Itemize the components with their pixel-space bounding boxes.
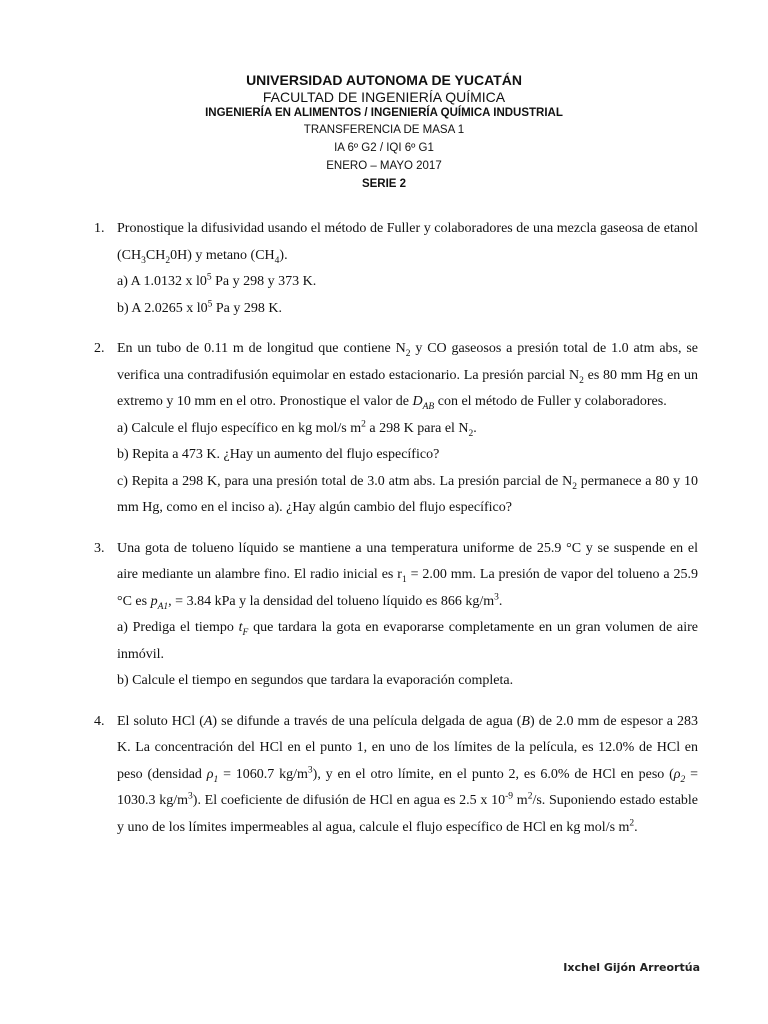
problem-4 [94, 709, 698, 842]
problem-number: 2. [94, 341, 105, 356]
program-names: INGENIERÍA EN ALIMENTOS / INGENIERÍA QUÍMICA INDUSTRIAL [205, 107, 563, 119]
course-name: TRANSFERENCIA DE MASA 1 [303, 124, 465, 136]
problem-number: 4. [94, 713, 105, 729]
problem-part-b: b) A 2.0265 x $l0^5$ Pa y 298 K. [117, 298, 282, 316]
problem-list [94, 216, 698, 855]
problem-number: 1. [94, 221, 105, 236]
problem-part-b: b) Calcule el tiempo en segundos que tardara la evaporación completa. [117, 673, 514, 688]
series-title: SERIE 2 [361, 178, 407, 190]
problem-2 [94, 336, 698, 522]
problem-statement: Una gota de tolueno líquido se mantiene a una temperatura uniforme de 25.9 °C y se suspende en el aire mediante un alambre fino. El radio inicial es $r_1 = 2.00$ mm. La presión de vapor del tolueno a 25.9 °C es $p_{A1}$, = 3.84 kPa y la densidad del tolueno líquido es 866 $kg/m^3$. [117, 540, 698, 612]
problem-part-a: a) A 1.0132 x $l0^5$ Pa y 298 y 373 K. [117, 272, 317, 289]
document-header [0, 72, 768, 193]
university-name: UNIVERSIDAD AUTONOMA DE YUCATÁN [246, 72, 522, 88]
problem-part-a: a) Calcule el flujo específico en kg mol/s $m^2$ a 298 K para el $N_2$. [117, 418, 477, 439]
problem-statement: El soluto HCl (A) se difunde a través de una película delgada de agua (B) de 2.0 mm de espesor a 283 K. La concentración del HCl en el punto 1, en uno de los límites de la película, es 12.0% de HCl en peso (densidad $\rho_1 = 1060.7$ $kg/m^3$), y en el otro límite, en el punto 2, es 6.0% de HCl en peso ($\rho_2 = 1030.3$ $kg/m^3$). El coeficiente de difusión de HCl en agua es 2.5 x $10^{-9}$ $m^2/s$. Suponiendo estado estable y uno de los límites impermeables al agua, calcule el flujo específico de HCl en kg mol/s $m^2$. [117, 713, 699, 835]
problem-statement: Pronostique la difusividad usando el método de Fuller y colaboradores de una mezcla gaseosa de etanol $(CH_3CH_20H)$ y metano $(CH_4)$. [117, 221, 698, 266]
faculty-name: FACULTAD DE INGENIERÍA QUÍMICA [262, 89, 506, 105]
problem-3 [94, 536, 698, 695]
problem-part-c: c) Repita a 298 K, para una presión total de 3.0 atm abs. La presión parcial de $N_2$ permanece a 80 y 10 mm Hg, como en el inciso a). ¿Hay algún cambio del flujo específico? [117, 473, 698, 515]
problem-number: 3. [94, 540, 105, 556]
problem-1 [94, 216, 698, 322]
author-footer: Ixchel Gijón Arreortúa [563, 961, 700, 974]
problem-statement: En un tubo de 0.11 m de longitud que contiene $N_2$ y CO gaseosos a presión total de 1.0 atm abs, se verifica una contradifusión equimolar en estado estacionario. La presión parcial $N_2$ es 80 mm Hg en un extremo y 10 mm en el otro. Pronostique el valor de $D_{AB}$ con el método de Fuller y colaboradores. [117, 341, 699, 412]
problem-part-b: b) Repita a 473 K. ¿Hay un aumento del flujo específico? [117, 447, 440, 462]
problem-part-a: a) Prediga el tiempo $t_F$ que tardara la gota en evaporarse completamente en un gran volumen de aire inmóvil. [117, 620, 698, 662]
group-codes: IA 6º G2 / IQI 6º G1 [334, 142, 434, 154]
term-dates: ENERO – MAYO 2017 [326, 160, 442, 172]
